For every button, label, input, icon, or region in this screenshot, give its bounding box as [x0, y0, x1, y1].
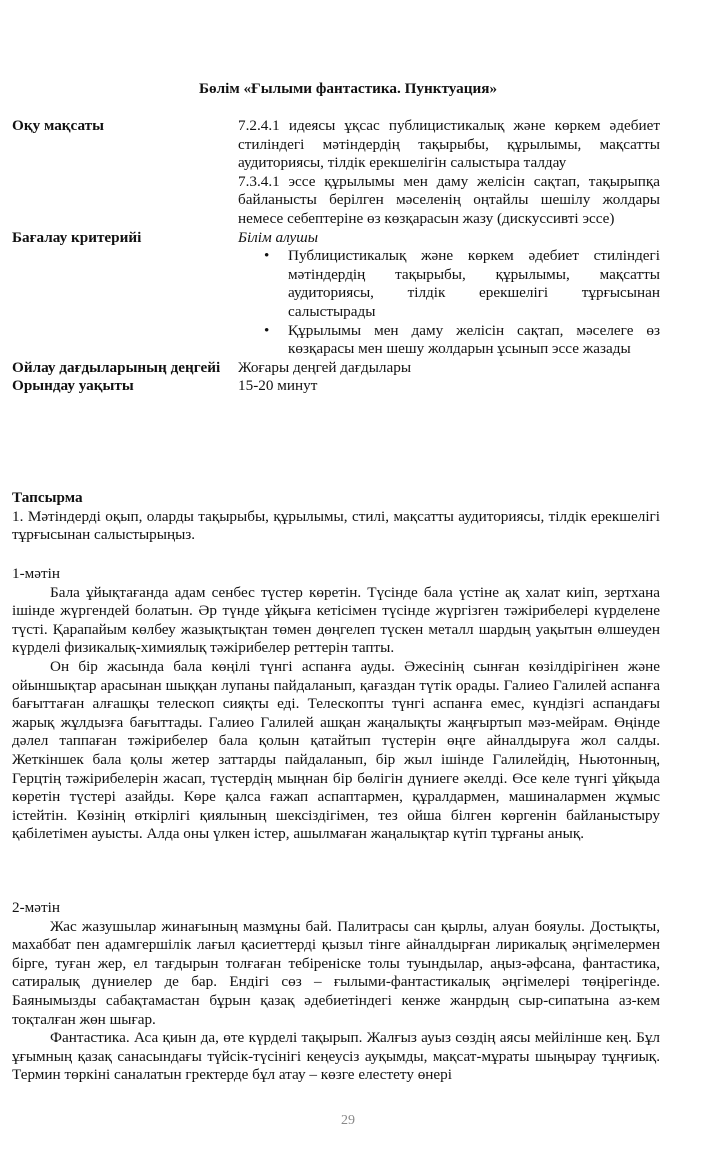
text-2-paragraph-2: Фантастика. Аса қиын да, өте күрделі тақырып. Жалғыз ауыз сөздің аясы мейілінше кең. Бұл ұғымның қазақ санасындағы түйсік-түсінігі кеңеусіз ауқымды, мақсат-мұраты шыңырау тұңғиық. Термин төркіні саналатын гректерде бұл атау – көзге елестету өнері [12, 1029, 660, 1084]
learning-goal-values [238, 117, 660, 229]
time-value: 15-20 минут [238, 377, 318, 395]
text-1-section [12, 565, 660, 844]
learning-goal-label: Оқу мақсаты [12, 117, 104, 134]
text-1-paragraph-2: Он бір жасында бала көңілі түнгі аспанға ауды. Әжесінің сынған көзілдірігінен және ойыншықтар арасынан шыққан лупаны пайдаланып, қағаздан түтік орады. Галиео Галилей аспанға бағыттаған алғашқы телескоп сияқты еді. Телескопты түнгі аспанға емес, күндізгі аспандағы жарық жұлдызға бағыттады. Галиео Галилей ашқан жаңалықты жаңғыртып мәз-мейрам. Өңінде дәлел таппаған тәжірибелер бала қолын қатайтып түстерін өңге айналдыруға жол салды. Жеткіншек бала қолы жетер заттарды пайдаланып, бір жыл ішінде Галилейдің, Ньютонның, Герцтің тәжірибелерін жасап, түстердің мыңнан бір бөлігін дүниеге әкелді. Өсе келе түнгі ұйқыда көретін түстері азайды. Көре қалса ғажап аспаптармен, құралдармен, машиналармен жұмыс істейтін. Көзінің өткірлігі қиялының шексіздігімен, тез ойша білген көргенін байланыстыру қабілетімен ауысты. Алда оны үлкен істер, ашылмаған жаңалықтар күтіп тұрғаны анық. [12, 657, 660, 843]
learning-goal-row [12, 117, 660, 229]
thinking-label: Ойлау дағдыларының деңгейі [12, 358, 221, 376]
learning-goal-1: 7.2.4.1 идеясы ұқсас публицистикалық және көркем әдебиет стиліндегі мәтіндердің тақырыбы, құрылымы, мақсатты аудиториясы, тілдік ерекшелігін салыстыра талдау [238, 117, 660, 172]
criteria-row [12, 229, 660, 359]
lesson-meta-table [12, 117, 660, 396]
criteria-item-1: • Публицистикалық және көркем әдебиет стиліндегі мәтіндердің тақырыбы, құрылымы, мақсатты аудиториясы, тілдік ерекшелігі тұрғысынан салыстырады [288, 247, 660, 321]
page-number: 29 [341, 1113, 355, 1128]
time-label: Орындау уақыты [12, 377, 134, 395]
text-2-heading: 2-мәтін [12, 899, 60, 916]
criteria-values [238, 229, 660, 359]
criteria-item-2: • Құрылымы мен даму желісін сақтап, мәселеге өз көзқарасы мен шешу жолдарын ұсынып эссе жазады [288, 322, 660, 359]
thinking-value: Жоғары деңгей дағдылары [238, 358, 412, 376]
text-1-heading: 1-мәтін [12, 565, 60, 582]
text-2-section [12, 899, 660, 1085]
text-1-paragraph-1: Бала ұйықтағанда адам сенбес түстер көретін. Түсінде бала үстіне ақ халат киіп, зертхана ішінде жүргендей болатын. Әр түнде ұйқыға кетісімен түсінде жүргізген тәжірибелері күрделене түсті. Қарапайым көлбеу жазықтықтан төмен дөңгелеп түскен металл шардың уақытын өлшеуден күрделі физикалық-химиялық тәжірибелер реттерін тапты. [12, 583, 660, 657]
learner-label: Білім алушы [238, 228, 319, 246]
learning-goal-2: 7.3.4.1 эссе құрылымы мен даму желісін сақтап, тақырыпқа байланысты берілген мәселенің оңтайлы шешілу жолдары немесе себептеріне өз көзқарасын жазу (дискуссивті эссе) [238, 172, 660, 227]
thinking-row [12, 359, 660, 378]
time-row [12, 377, 660, 396]
task-instruction: 1. Мәтіндерді оқып, оларды тақырыбы, құрылымы, стилі, мақсатты аудиториясы, тілдік ерекшелігі тұрғысынан салыстырыңыз. [12, 507, 660, 544]
task-section [12, 489, 660, 545]
task-heading: Тапсырма [12, 489, 83, 506]
criteria-label: Бағалау критерийі [12, 228, 142, 246]
page-title: Бөлім «Ғылыми фантастика. Пунктуация» [198, 80, 498, 97]
text-2-paragraph-1: Жас жазушылар жинағының мазмұны бай. Палитрасы сан қырлы, алуан бояулы. Достықты, махаббат пен адамгершілік лағыл қасиеттерді қызыл тінге айналдырған лирикалық әңгімелермен бірге, туған жер, ел тағдырын толғаған тебіреніске толы туындылар, аңыз-әфсана, фантастика, сатиралық дүниелер де бар. Ендігі сөз – ғылыми-фантастикалық әңгімелері төңірегінде. Баянымызды сабақтамастан бұрын қазақ әдебиетіндегі кенже жанрдың сыр-сипатына аз-кем тоқталған жөн шығар. [12, 917, 660, 1028]
criteria-list [238, 247, 660, 359]
